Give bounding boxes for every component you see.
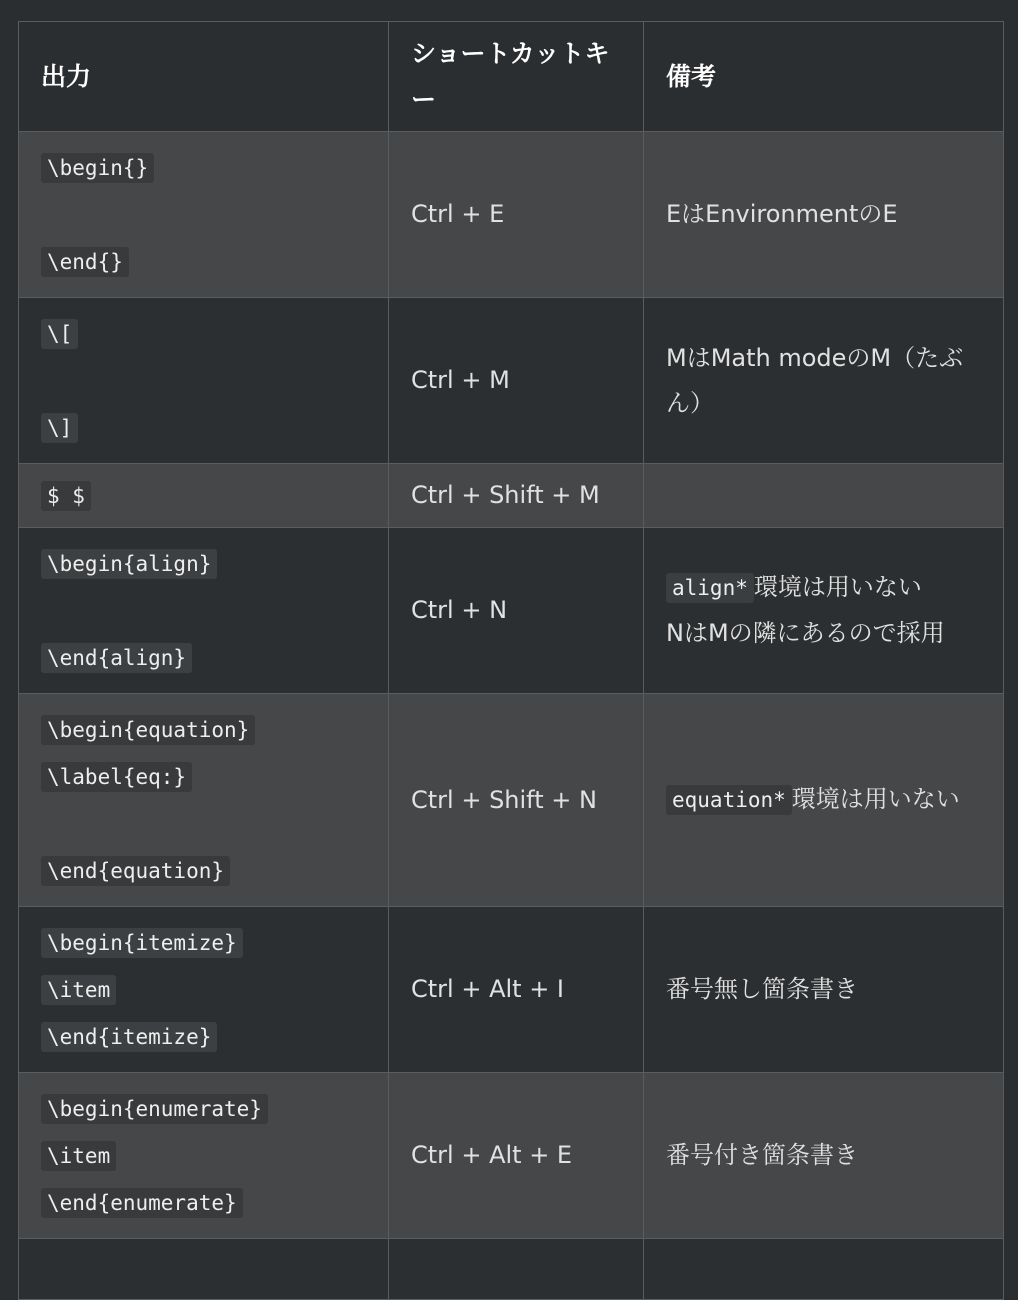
note-cell: [644, 694, 1004, 907]
note-cell: [644, 1239, 1004, 1300]
note-cell: [644, 298, 1004, 464]
table-row: [19, 1073, 1004, 1239]
code-snippet: \begin{itemize}: [41, 928, 243, 958]
output-cell: [19, 1239, 389, 1300]
code-snippet: \end{itemize}: [41, 1022, 217, 1052]
table-row: [19, 528, 1004, 694]
shortcut-table: [18, 21, 1004, 1300]
note-cell: [644, 1073, 1004, 1239]
shortcut-cell: Ctrl + Shift + M: [389, 464, 644, 528]
table-row: [19, 907, 1004, 1073]
code-snippet: align*: [666, 573, 754, 603]
header-output: 出力: [19, 22, 389, 132]
note-text: 番号無し箇条書き: [666, 975, 858, 1003]
code-snippet: \end{}: [41, 247, 129, 277]
table-row: [19, 1239, 1004, 1300]
output-cell: [19, 464, 389, 528]
output-cell: [19, 1073, 389, 1239]
shortcut-cell: Ctrl + N: [389, 528, 644, 694]
code-snippet: \begin{enumerate}: [41, 1094, 268, 1124]
output-cell: [19, 298, 389, 464]
header-note: 備考: [644, 22, 1004, 132]
table-row: [19, 298, 1004, 464]
code-snippet: \item: [41, 975, 116, 1005]
code-snippet: \end{equation}: [41, 856, 230, 886]
code-snippet: \[: [41, 319, 78, 349]
note-text: MはMath modeのM（たぶん）: [666, 343, 964, 417]
header-shortcut: ショートカットキー: [389, 22, 644, 132]
note-cell: [644, 464, 1004, 528]
table-row: [19, 464, 1004, 528]
note-cell: [644, 907, 1004, 1073]
code-snippet: \label{eq:}: [41, 762, 192, 792]
shortcut-cell: Ctrl + Shift + N: [389, 694, 644, 907]
output-cell: [19, 528, 389, 694]
shortcut-cell: Ctrl + E: [389, 132, 644, 298]
code-snippet: \end{enumerate}: [41, 1188, 243, 1218]
shortcut-cell: Ctrl + Alt + E: [389, 1073, 644, 1239]
note-text: 番号付き箇条書き: [666, 1141, 858, 1169]
code-snippet: \begin{align}: [41, 549, 217, 579]
note-text: EはEnvironmentのE: [666, 200, 898, 228]
code-snippet: \]: [41, 413, 78, 443]
note-text: NはMの隣にあるので採用: [666, 619, 945, 647]
shortcut-cell: Ctrl + Alt + I: [389, 907, 644, 1073]
shortcut-cell: Ctrl + M: [389, 298, 644, 464]
note-text: 環境は用いない: [791, 785, 960, 813]
output-cell: [19, 132, 389, 298]
output-cell: [19, 907, 389, 1073]
code-snippet: $ $: [41, 481, 91, 511]
code-snippet: equation*: [666, 785, 792, 815]
code-snippet: \item: [41, 1141, 116, 1171]
output-cell: [19, 694, 389, 907]
code-snippet: \end{align}: [41, 643, 192, 673]
code-snippet: \begin{}: [41, 153, 154, 183]
note-cell: [644, 132, 1004, 298]
table-row: [19, 694, 1004, 907]
code-snippet: \begin{equation}: [41, 715, 255, 745]
table-row: [19, 132, 1004, 298]
header-row: [19, 22, 1004, 132]
note-text: 環境は用いない: [753, 573, 922, 601]
shortcut-cell: [389, 1239, 644, 1300]
note-cell: [644, 528, 1004, 694]
